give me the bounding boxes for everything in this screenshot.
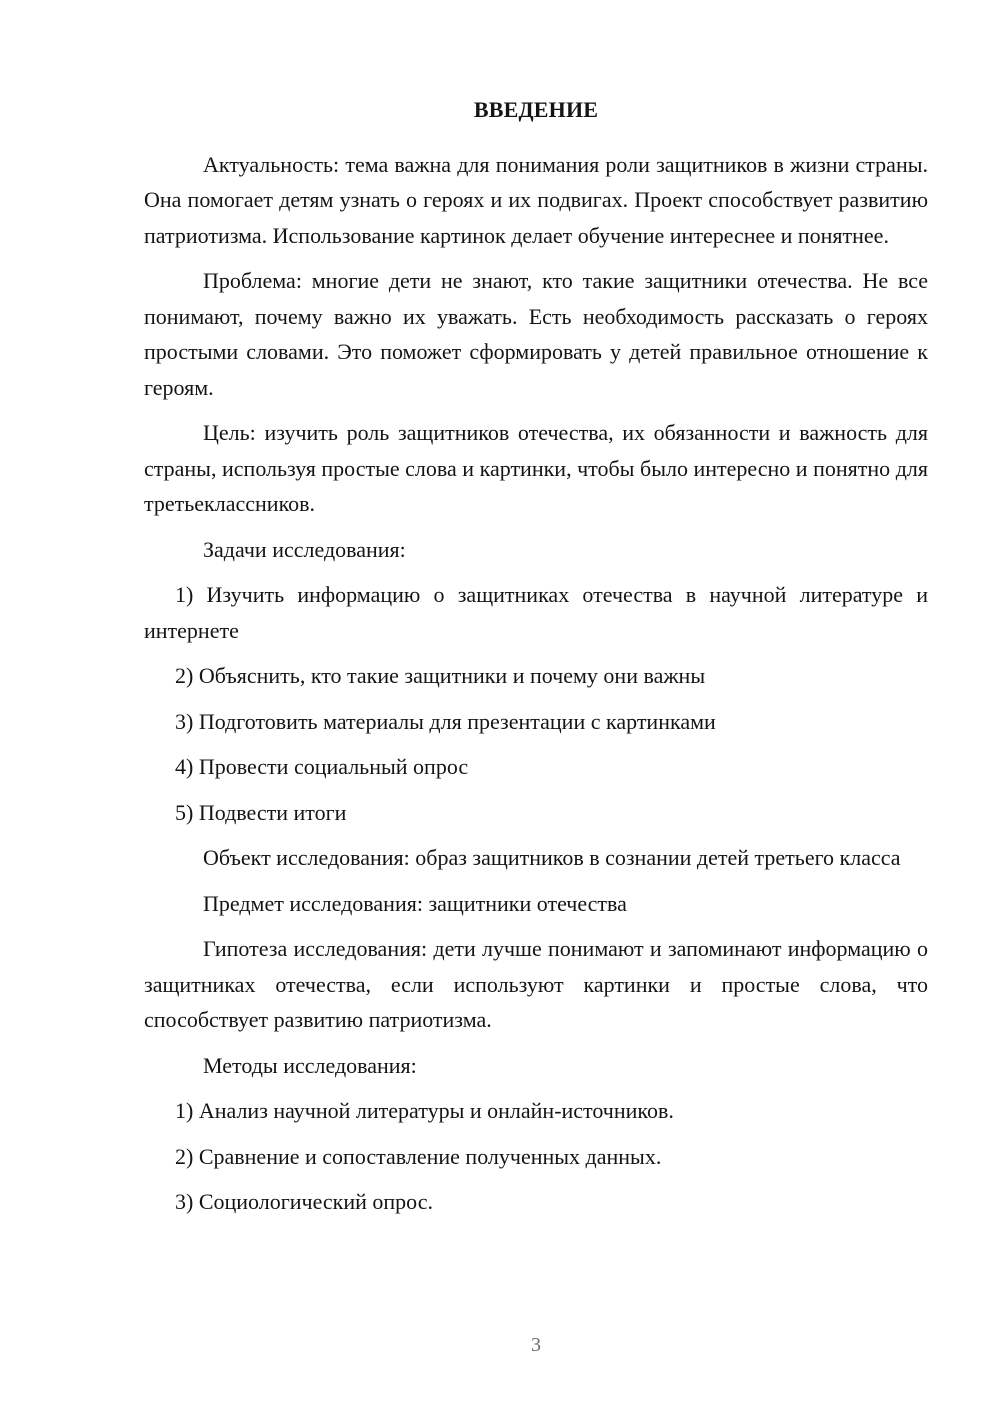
task-item: 3) Подготовить материалы для презентации с картинками [175,708,716,734]
task-item: 1) Изучить информацию о защитниках отечества в научной литературе и интернете [144,582,928,643]
task-item: 5) Подвести итоги [175,799,347,825]
task-item: 2) Объяснить, кто такие защитники и почему они важны [175,663,706,688]
relevance-paragraph: Актуальность: тема важна для понимания роли защитников в жизни страны. Она помогает детям узнать о героях и их подвигах. Проект способствует развитию патриотизма. Использование картинок делает обучение интереснее и понятнее. [144,151,928,248]
method-item: 2) Сравнение и сопоставление полученных данных. [175,1143,662,1169]
goal-paragraph: Цель: изучить роль защитников отечества, их обязанности и важность для страны, используя простые слова и картинки, чтобы было интересно и понятно для третьеклассников. [144,420,928,516]
problem-paragraph: Проблема: многие дети не знают, кто такие защитники отечества. Не все понимают, почему важно их уважать. Есть необходимость рассказать о героях простыми словами. Это поможет сформировать у детей правильное отношение к героям. [144,268,928,400]
hypothesis-paragraph: Гипотеза исследования: дети лучше понимают и запоминают информацию о защитниках отечества, если используют картинки и простые слова, что способствует развитию патриотизма. [144,936,928,1032]
method-item: 1) Анализ научной литературы и онлайн-источников. [175,1098,674,1123]
methods-title: Методы исследования: [203,1052,417,1078]
page-content [144,92,928,1230]
page-number: 3 [531,1334,541,1356]
object-paragraph: Объект исследования: образ защитников в сознании детей третьего класса [203,845,901,870]
section-heading: ВВЕДЕНИЕ [473,97,599,122]
tasks-title: Задачи исследования: [203,536,406,562]
method-item: 3) Социологический опрос. [175,1189,433,1214]
subject-paragraph: Предмет исследования: защитники отечества [203,890,627,916]
task-item: 4) Провести социальный опрос [175,754,469,779]
